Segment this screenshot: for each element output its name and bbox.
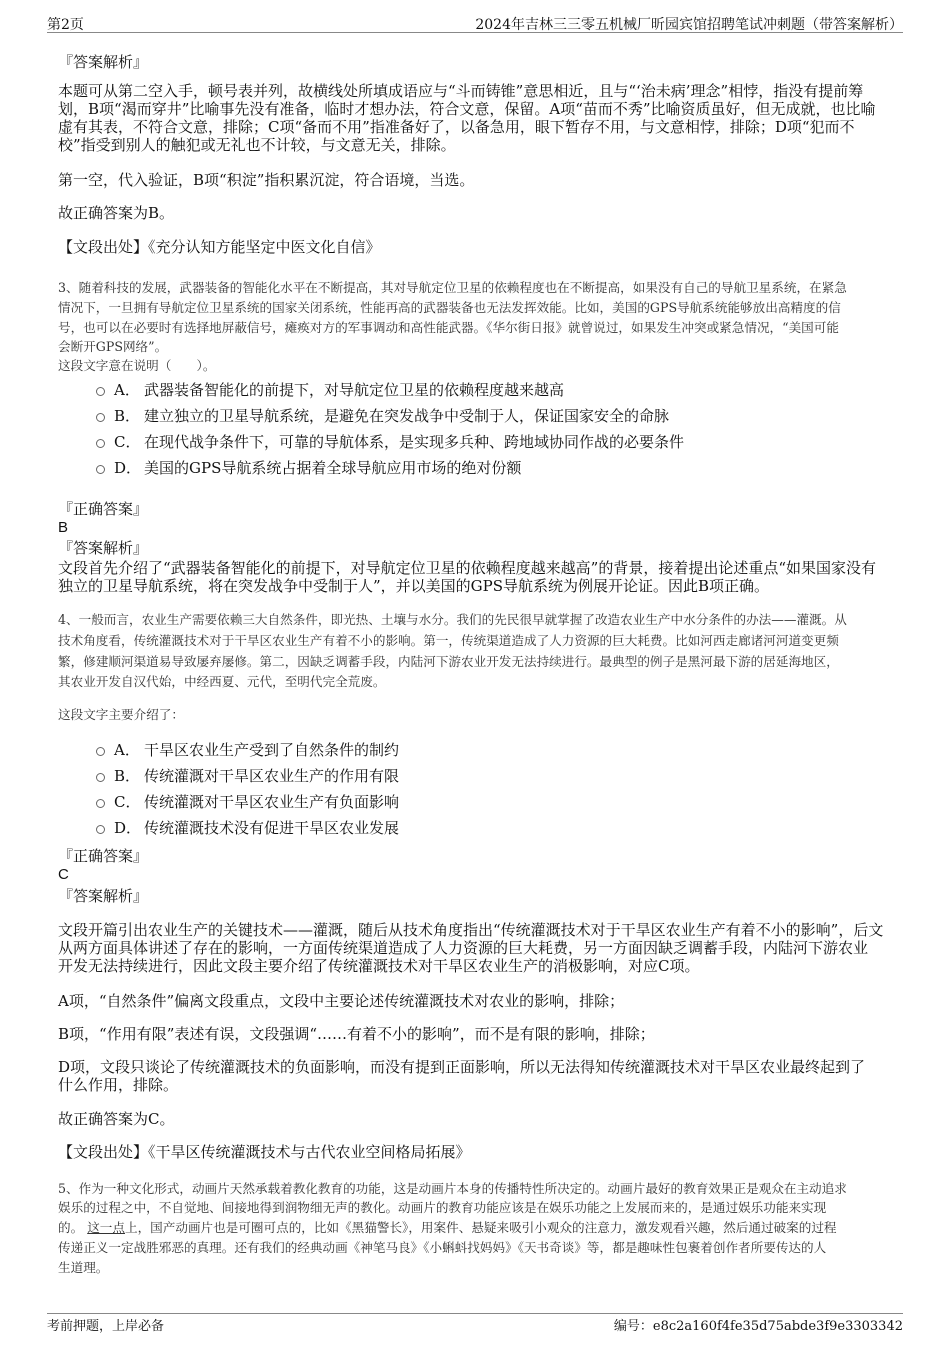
q3-answer: B (58, 519, 69, 536)
q4-exclude-d-line-1: D项，文段只谈论了传统灌溉技术的负面影响，而没有提到正面影响，所以无法得知传统灌溉技术对干旱区农业最终起到了 (58, 1058, 866, 1076)
radio-icon[interactable] (96, 773, 105, 782)
q3-option-a[interactable]: A． 武器装备智能化的前提下，对导航定位卫星的依赖程度越来越高 (96, 380, 564, 400)
q4-answer-label: 『正确答案』 (58, 847, 149, 865)
radio-icon[interactable] (96, 413, 105, 422)
q3-passage-line-1: 3、随着科技的发展，武器装备的智能化水平在不断提高，其对导航定位卫星的依赖程度也在不断提高，如果没有自己的导航卫星系统，在紧急 (58, 280, 847, 295)
radio-icon[interactable] (96, 387, 105, 396)
q2-source: 【文段出处】《充分认知方能坚定中医文化自信》 (58, 238, 381, 256)
q4-exclude-b: B项，“作用有限”表述有误，文段强调“……有着不小的影响”，而不是有限的影响，排除； (58, 1025, 655, 1043)
q3-analysis-label: 『答案解析』 (58, 539, 149, 557)
q4-source: 【文段出处】《干旱区传统灌溉技术与古代农业空间格局拓展》 (58, 1143, 471, 1161)
q2-analysis-line-1: 本题可从第二空入手，顿号表并列，故横线处所填成语应与“斗而铸锥”意思相近，且与“‘治未病’理念”相悖，指没有提前筹 (58, 82, 864, 100)
q3-passage-line-3: 号，也可以在必要时有选择地屏蔽信号，瘫痪对方的军事调动和高性能武器。《华尔街日报》就曾说过，如果发生冲突或紧急情况，“美国可能 (58, 320, 839, 335)
q4-option-d[interactable]: D． 传统灌溉技术没有促进干旱区农业发展 (96, 818, 399, 838)
q3-passage-line-2: 情况下，一旦拥有导航定位卫星系统的国家关闭系统，性能再高的武器装备也无法发挥效能。比如，美国的GPS导航系统能够放出高精度的信 (58, 300, 841, 315)
q4-analysis-label: 『答案解析』 (58, 887, 149, 905)
q3-passage-line-4: 会断开GPS网络”。 (58, 339, 168, 354)
header-divider (47, 32, 903, 33)
radio-icon[interactable] (96, 825, 105, 834)
q4-analysis-line-2: 从两方面具体讲述了存在的影响，一方面传统渠道造成了人力资源的巨大耗费，另一方面因缺乏调蓄手段，内陆河下游农业 (58, 939, 869, 957)
q5-passage-line-3: 的。 这一点上，国产动画片也是可圈可点的，比如《黑猫警长》，用案件、悬疑来吸引小观众的注意力，激发观看兴趣，然后通过破案的过程 (58, 1220, 837, 1235)
q4-exclude-d-line-2: 什么作用，排除。 (58, 1076, 179, 1094)
q2-analysis-line-4: 校”指受到别人的触犯或无礼也不计较，与文意无关，排除。 (58, 136, 456, 154)
document-title: 2024年吉林三三零五机械厂昕园宾馆招聘笔试冲刺题（带答案解析） (475, 17, 903, 33)
q3-option-b[interactable]: B． 建立独立的卫星导航系统，是避免在突发战争中受制于人，保证国家安全的命脉 (96, 406, 669, 426)
radio-icon[interactable] (96, 439, 105, 448)
document-id: 编号：e8c2a160f4fe35d75abde3f9e3303342 (613, 1319, 903, 1334)
q4-passage-line-4: 其农业开发自汉代始，中经西夏、元代，至明代完全荒废。 (58, 674, 386, 689)
q4-option-c[interactable]: C． 传统灌溉对干旱区农业生产有负面影响 (96, 792, 399, 812)
q2-conclusion: 故正确答案为B。 (58, 204, 175, 222)
q2-analysis-line-2: 划，B项“渴而穿井”比喻事先没有准备，临时才想办法，符合文意，保留。A项“苗而不秀”比喻资质虽好，但无成就，也比喻 (58, 100, 876, 118)
q5-passage-line-4: 传递正义一定战胜邪恶的真理。还有我们的经典动画《神笔马良》《小蝌蚪找妈妈》《天书奇谈》等，都是趣味性包裹着创作者所要传达的人 (58, 1240, 827, 1255)
q4-conclusion: 故正确答案为C。 (58, 1110, 175, 1128)
radio-icon[interactable] (96, 747, 105, 756)
q2-analysis-label: 『答案解析』 (58, 53, 149, 71)
footer-divider (47, 1313, 903, 1314)
q3-question: 这段文字意在说明（ ）。 (58, 358, 216, 373)
footer-slogan: 考前押题，上岸必备 (47, 1319, 165, 1334)
q4-passage-line-2: 技术角度看，传统灌溉技术对于干旱区农业生产有着不小的影响。第一，传统渠道造成了人力资源的巨大耗费。比如河西走廊诸河河道变更频 (58, 633, 839, 648)
q4-question: 这段文字主要介绍了： (58, 707, 184, 722)
q4-passage-line-3: 繁，修建顺河渠道易导致屡弃屡修。第二，因缺乏调蓄手段，内陆河下游农业开发无法持续进行。最典型的例子是黑河最下游的居延海地区， (58, 654, 839, 669)
q3-answer-label: 『正确答案』 (58, 500, 149, 518)
q3-option-d[interactable]: D． 美国的GPS导航系统占据着全球导航应用市场的绝对份额 (96, 458, 521, 478)
q4-passage-line-1: 4、一般而言，农业生产需要依赖三大自然条件，即光热、土壤与水分。我们的先民很早就掌握了改造农业生产中水分条件的办法——灌溉。从 (58, 612, 847, 627)
q4-answer: C (58, 866, 69, 883)
q4-analysis-line-3: 开发无法持续进行，因此文段主要介绍了传统灌溉技术对干旱区农业生产的消极影响，对应C项。 (58, 957, 700, 975)
q4-exclude-a: A项，“自然条件”偏离文段重点，文段中主要论述传统灌溉技术对农业的影响，排除； (58, 992, 625, 1010)
q5-passage-line-2: 娱乐的过程之中，不自觉地、间接地得到润物细无声的教化。动画片的教育功能应该是在娱乐功能之上发展而来的，是通过娱乐功能来实现 (58, 1200, 827, 1215)
underlined-phrase: 这一点 (87, 1220, 125, 1235)
q4-option-a[interactable]: A． 干旱区农业生产受到了自然条件的制约 (96, 740, 399, 760)
q4-analysis-line-1: 文段开篇引出农业生产的关键技术——灌溉，随后从技术角度指出“传统灌溉技术对于干旱区农业生产有着不小的影响”，后文 (58, 921, 884, 939)
q3-option-c[interactable]: C． 在现代战争条件下，可靠的导航体系，是实现多兵种、跨地域协同作战的必要条件 (96, 432, 684, 452)
q3-analysis-line-1: 文段首先介绍了“武器装备智能化的前提下，对导航定位卫星的依赖程度越来越高”的背景，接着提出论述重点“如果国家没有 (58, 559, 877, 577)
radio-icon[interactable] (96, 799, 105, 808)
page-number: 第2页 (47, 17, 84, 33)
q5-passage-line-1: 5、作为一种文化形式，动画片天然承载着教化教育的功能，这是动画片本身的传播特性所决定的。动画片最好的教育效果正是观众在主动追求 (58, 1181, 847, 1196)
q2-first-blank: 第一空，代入验证，B项“积淀”指积累沉淀，符合语境，当选。 (58, 171, 475, 189)
radio-icon[interactable] (96, 465, 105, 474)
q4-option-b[interactable]: B． 传统灌溉对干旱区农业生产的作用有限 (96, 766, 399, 786)
q2-analysis-line-3: 虚有其表，不符合文意，排除；C项“备而不用”指准备好了，以备急用，眼下暂存不用，与文意相悖，排除；D项“犯而不 (58, 118, 855, 136)
q5-passage-line-5: 生道理。 (58, 1260, 109, 1275)
q3-analysis-line-2: 独立的卫星导航系统，将在突发战争中受制于人”，并以美国的GPS导航系统为例展开论证。因此B项正确。 (58, 577, 770, 595)
